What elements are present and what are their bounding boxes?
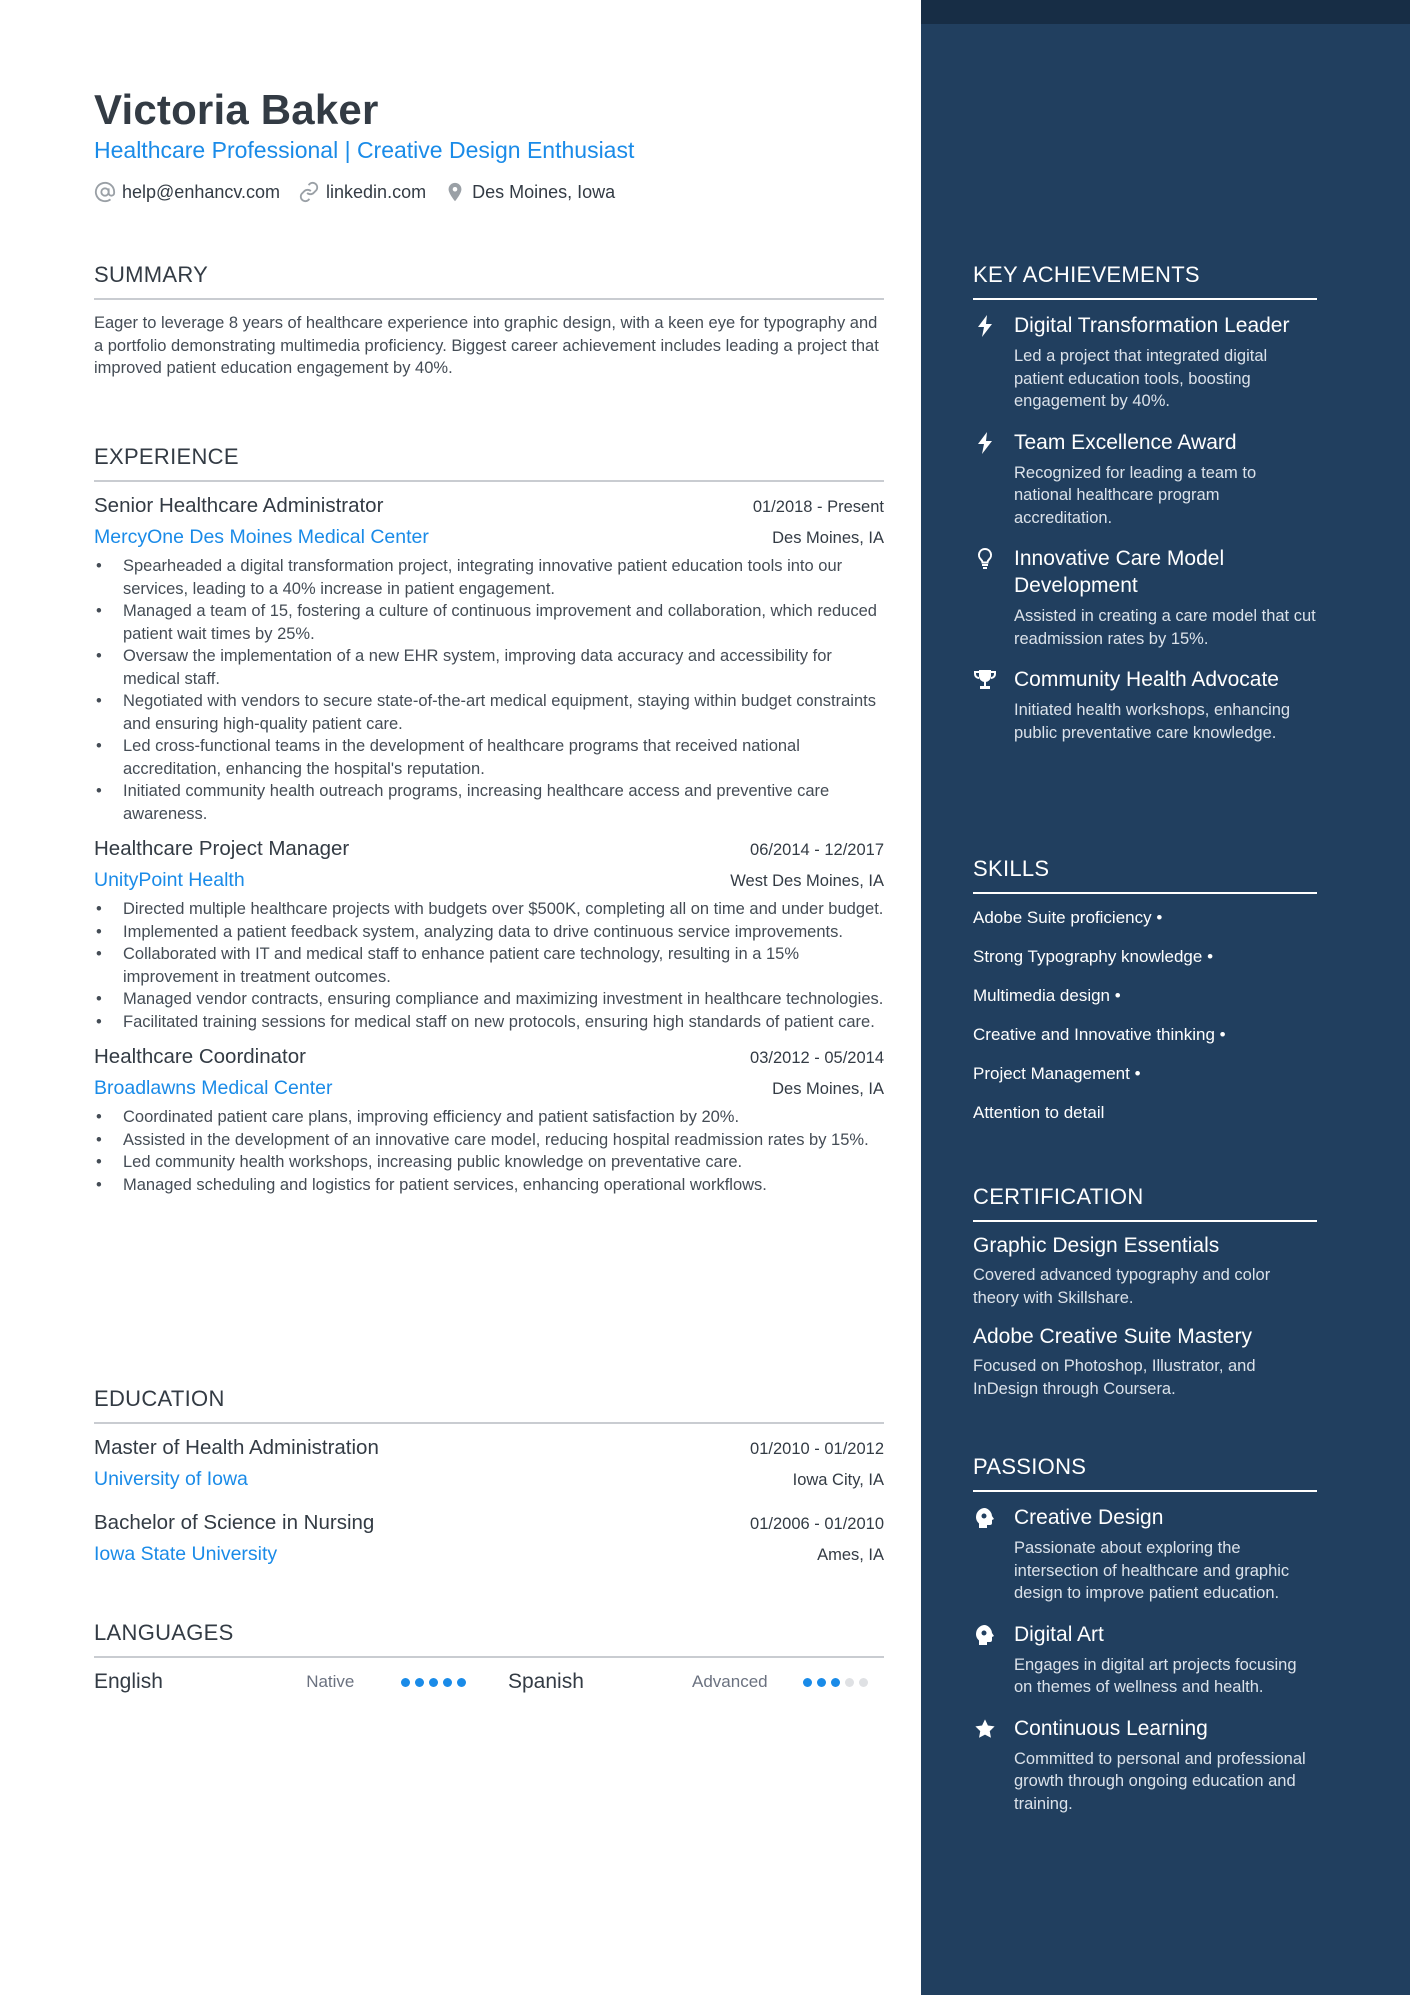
job-title: Healthcare Coordinator (94, 1045, 306, 1068)
passion-title: Continuous Learning (1014, 1716, 1208, 1740)
passion-item (973, 1621, 1317, 1699)
skills-title: SKILLS (973, 856, 1317, 894)
bullet-item: • Oversaw the implementation of a new EHR system, improving data accuracy and accessibility for medical staff. (94, 645, 884, 690)
education-dates: 01/2006 - 01/2010 (750, 1515, 884, 1533)
rating-dot-filled (401, 1678, 410, 1687)
summary-title: SUMMARY (94, 262, 884, 300)
location-text: Des Moines, Iowa (472, 181, 616, 202)
rating-dot-filled (415, 1678, 424, 1687)
summary-section (94, 262, 884, 380)
school-name[interactable]: Iowa State University (94, 1543, 278, 1565)
job-dates: 01/2018 - Present (752, 498, 884, 516)
passion-desc: Passionate about exploring the intersection of healthcare and graphic design to improve patient education. (1014, 1539, 1290, 1602)
achievement-item (973, 545, 1317, 650)
bullet-item: • Coordinated patient care plans, improving efficiency and patient satisfaction by 20%. (94, 1106, 884, 1129)
language-item (466, 1670, 884, 1694)
sidebar (921, 0, 1410, 1995)
star-icon (973, 1717, 997, 1741)
at-icon (94, 181, 116, 203)
achievement-item (973, 312, 1317, 413)
certification-item (973, 1234, 1317, 1309)
bullet-item: • Led community health workshops, increasing public knowledge on preventative care. (94, 1151, 884, 1174)
certification-name: Graphic Design Essentials (973, 1234, 1220, 1257)
passion-title: Creative Design (1014, 1506, 1164, 1529)
job-location: Des Moines, IA (772, 1080, 884, 1098)
link-icon (298, 181, 320, 203)
language-level: Advanced (692, 1672, 768, 1691)
education-title: EDUCATION (94, 1386, 884, 1424)
contact-bar (94, 181, 633, 203)
rating-dot-empty (859, 1678, 868, 1687)
language-name: Spanish (508, 1670, 584, 1693)
bullet-item: • Negotiated with vendors to secure state-of-the-art medical equipment, staying within budget constraints and ensuring high-quality patient care. (94, 690, 884, 735)
achievement-title: Community Health Advocate (1014, 668, 1279, 691)
skill-item: Adobe Suite proficiency • (973, 908, 1163, 927)
language-name: English (94, 1670, 163, 1693)
rating-dot-filled (457, 1678, 466, 1687)
achievement-item (973, 429, 1317, 530)
candidate-tagline: Healthcare Professional | Creative Design Enthusiast (94, 137, 635, 163)
languages-row (94, 1670, 884, 1694)
school-location: Iowa City, IA (792, 1471, 884, 1489)
bullet-item: • Directed multiple healthcare projects with budgets over $500K, completing all on time and under budget. (94, 898, 884, 921)
job-title: Healthcare Project Manager (94, 837, 350, 860)
achievement-desc: Led a project that integrated digital patient education tools, boosting engagement by 40%. (1014, 347, 1268, 410)
rating-dot-filled (803, 1678, 812, 1687)
bullet-item: • Managed scheduling and logistics for patient services, enhancing operational workflows. (94, 1174, 884, 1197)
achievements-title: KEY ACHIEVEMENTS (973, 262, 1317, 300)
school-location: Ames, IA (817, 1546, 884, 1564)
languages-title: LANGUAGES (94, 1620, 884, 1658)
rating-dot-filled (443, 1678, 452, 1687)
job-location: Des Moines, IA (772, 529, 884, 547)
passions-title: PASSIONS (973, 1454, 1317, 1492)
brain-icon (973, 1506, 997, 1530)
passion-title: Digital Art (1014, 1622, 1104, 1646)
bullet-item: • Facilitated training sessions for medical staff on new protocols, ensuring high standards of patient care. (94, 1011, 884, 1034)
job-entry (94, 1045, 884, 1196)
job-entry (94, 494, 884, 825)
job-entry (94, 837, 884, 1033)
passion-item (973, 1504, 1317, 1605)
job-company[interactable]: Broadlawns Medical Center (94, 1077, 333, 1099)
achievements-section (973, 262, 1317, 744)
rating-dot-filled (429, 1678, 438, 1687)
achievement-desc: Recognized for leading a team to national healthcare program accreditation. (1014, 463, 1257, 527)
job-location: West Des Moines, IA (730, 872, 884, 890)
skill-item: Attention to detail (973, 1103, 1105, 1122)
language-rating (798, 1678, 868, 1687)
bullet-item: • Led cross-functional teams in the development of healthcare programs that received national accreditation, enhancing the hospital's reputation. (94, 735, 884, 780)
contact-email[interactable] (94, 181, 280, 203)
lightning-icon (973, 314, 997, 338)
job-title: Senior Healthcare Administrator (94, 494, 384, 517)
achievement-title: Innovative Care Model Development (1014, 547, 1225, 597)
bullet-item: • Initiated community health outreach programs, increasing healthcare access and preventive care awareness. (94, 780, 884, 825)
brain-icon (973, 1623, 997, 1647)
achievement-desc: Assisted in creating a care model that cut readmission rates by 15%. (1014, 607, 1316, 648)
rating-dot-filled (831, 1678, 840, 1687)
contact-location (444, 181, 615, 203)
education-section (94, 1386, 884, 1566)
contact-linkedin[interactable] (298, 181, 426, 203)
skill-item: Strong Typography knowledge • (973, 947, 1214, 966)
skill-item: Multimedia design • (973, 986, 1121, 1005)
rating-dot-empty (845, 1678, 854, 1687)
achievement-item (973, 666, 1317, 744)
school-name[interactable]: University of Iowa (94, 1468, 248, 1490)
achievement-title: Digital Transformation Leader (1014, 314, 1290, 337)
skill-item: Creative and Innovative thinking • (973, 1025, 1226, 1044)
bullet-item: • Managed vendor contracts, ensuring compliance and maximizing investment in healthcare technologies. (94, 988, 884, 1011)
passion-desc: Committed to personal and professional growth through ongoing education and training. (1014, 1749, 1306, 1813)
job-bullets (94, 898, 884, 1033)
certification-desc: Focused on Photoshop, Illustrator, and InDesign through Coursera. (973, 1357, 1256, 1398)
experience-title: EXPERIENCE (94, 444, 884, 482)
bullet-item: • Collaborated with IT and medical staff to enhance patient care technology, resulting in a 15% improvement in treatment outcomes. (94, 943, 884, 988)
skill-item: Project Management • (973, 1064, 1141, 1083)
experience-section (94, 444, 884, 1196)
candidate-name: Victoria Baker (94, 86, 379, 133)
language-item (94, 1670, 466, 1694)
education-entry (94, 1511, 884, 1566)
degree-name: Master of Health Administration (94, 1436, 379, 1459)
summary-text: Eager to leverage 8 years of healthcare experience into graphic design, with a keen eye for typography and a portfolio demonstrating multimedia proficiency. Biggest career achievement includes leading a project that improved patient education engagement by 40%. (94, 314, 879, 377)
job-company[interactable]: MercyOne Des Moines Medical Center (94, 526, 429, 548)
skills-list (973, 898, 1317, 1132)
rating-dot-filled (817, 1678, 826, 1687)
email-text: help@enhancv.com (122, 181, 281, 202)
bullet-item: • Assisted in the development of an innovative care model, reducing hospital readmission rates by 15%. (94, 1129, 884, 1152)
education-entry (94, 1436, 884, 1491)
lightbulb-icon (973, 547, 997, 571)
passions-section (973, 1454, 1317, 1815)
linkedin-text: linkedin.com (326, 181, 427, 202)
achievement-title: Team Excellence Award (1014, 430, 1237, 454)
passion-desc: Engages in digital art projects focusing on themes of wellness and health. (1014, 1655, 1297, 1696)
degree-name: Bachelor of Science in Nursing (94, 1511, 375, 1534)
achievement-desc: Initiated health workshops, enhancing public preventative care knowledge. (1014, 701, 1291, 742)
bullet-item: • Spearheaded a digital transformation project, integrating innovative patient education tools into our services, leading to a 40% increase in patient engagement. (94, 555, 884, 600)
bullet-item: • Managed a team of 15, fostering a culture of continuous improvement and collaboration, which reduced patient wait times by 25%. (94, 600, 884, 645)
bullet-item: • Implemented a patient feedback system, analyzing data to drive continuous service improvements. (94, 921, 884, 944)
job-dates: 03/2012 - 05/2014 (750, 1049, 884, 1067)
trophy-icon (973, 668, 997, 692)
certification-desc: Covered advanced typography and color theory with Skillshare. (973, 1266, 1271, 1307)
sidebar-top-bar (921, 0, 1410, 24)
location-pin-icon (444, 181, 466, 203)
lightning-icon (973, 431, 997, 455)
education-dates: 01/2010 - 01/2012 (750, 1440, 884, 1458)
certification-item (973, 1325, 1317, 1400)
job-company[interactable]: UnityPoint Health (94, 869, 245, 891)
job-bullets (94, 1106, 884, 1196)
language-rating (396, 1678, 466, 1687)
job-dates: 06/2014 - 12/2017 (750, 841, 884, 859)
certification-section (973, 1184, 1317, 1400)
certification-name: Adobe Creative Suite Mastery (973, 1325, 1252, 1348)
skills-section (973, 856, 1317, 1132)
passion-item (973, 1715, 1317, 1816)
languages-section (94, 1620, 884, 1694)
job-bullets (94, 555, 884, 825)
certification-title: CERTIFICATION (973, 1184, 1317, 1222)
language-level: Native (306, 1672, 355, 1691)
